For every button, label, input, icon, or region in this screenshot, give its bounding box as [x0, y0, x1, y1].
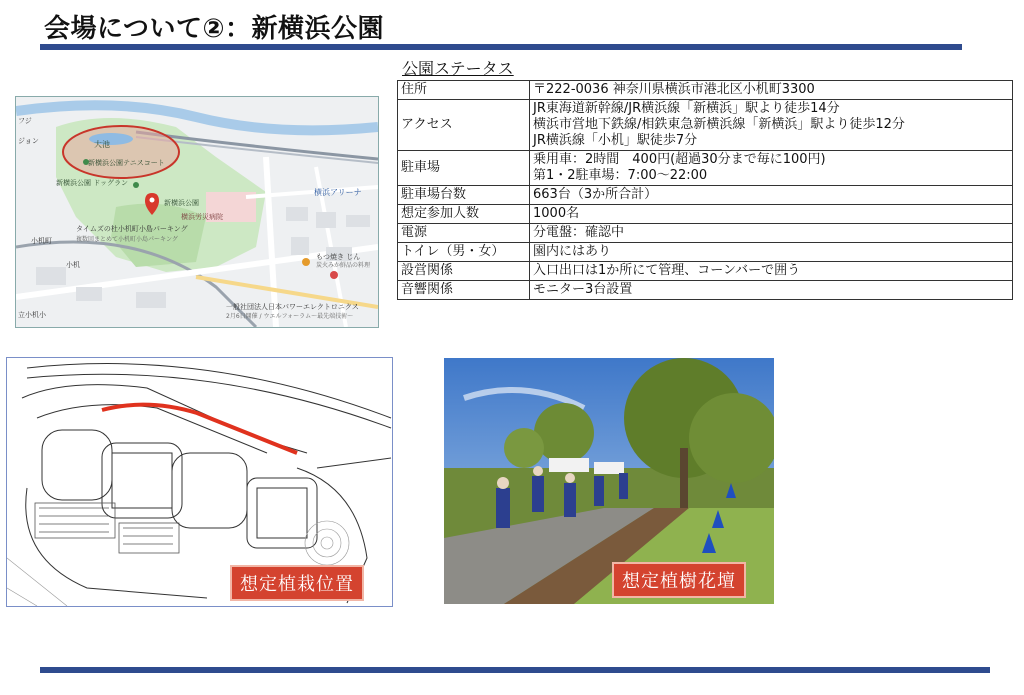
status-row — [398, 243, 1013, 262]
status-value — [530, 151, 1013, 186]
status-value — [530, 186, 1013, 205]
status-value — [530, 100, 1013, 151]
map-label-parking-sub: 複数回まとめて小机町小島パーキング — [76, 236, 178, 243]
status-value-line: 横浜市営地下鉄線/相鉄東急新横浜線「新横浜」駅より徒歩12分 — [533, 117, 905, 132]
status-value-line: 入口出口は1か所にて管理、コーンバーで囲う — [533, 263, 801, 278]
map-label-jion: ジョン — [18, 137, 39, 145]
status-label: 設営関係 — [398, 262, 530, 281]
map-label-electronics-sub: 2月6日開催 / ウエルフォーラム〜最先端技術〜 — [226, 313, 354, 320]
status-label: トイレ（男・女） — [398, 243, 530, 262]
status-row — [398, 186, 1013, 205]
park-status-table — [397, 80, 1013, 300]
status-label: 駐車場 — [398, 151, 530, 186]
title-underline-bar — [40, 44, 962, 50]
location-map — [15, 96, 379, 328]
status-value-line: 第1・2駐車場：7:00～22:00 — [533, 168, 708, 183]
map-label-park: 新横浜公園 — [164, 199, 199, 207]
footer-bar — [40, 667, 990, 673]
map-label-tennis: 新横浜公園テニスコート — [88, 159, 165, 167]
map-label-kozukue-town: 小机町 — [31, 237, 52, 245]
status-value-line: 663台（3か所合計） — [533, 187, 658, 202]
status-value-line: 園内にはあり — [533, 244, 612, 259]
status-row — [398, 205, 1013, 224]
map-label-mochiyaki-sub: 炭火みか鮮品の料理 — [316, 262, 371, 269]
map-label-kozukue-school: 立小机小 — [18, 311, 46, 319]
status-label: アクセス — [398, 100, 530, 151]
status-row — [398, 281, 1013, 300]
status-label: 想定参加人数 — [398, 205, 530, 224]
status-value — [530, 281, 1013, 300]
status-heading: 公園ステータス — [402, 59, 514, 78]
map-label-fuji: フジ — [18, 117, 32, 125]
status-value-line: 乗用車：2時間 400円(超過30分まで毎に100円) — [533, 152, 826, 167]
status-value — [530, 224, 1013, 243]
map-label-pond: 大池 — [94, 140, 110, 149]
map-label-parking: タイムズの杜小机町小島パーキング — [76, 225, 188, 233]
status-value-line: JR横浜線「小机」駅徒歩7分 — [533, 133, 698, 148]
status-value-line: 分電盤：確認中 — [533, 225, 625, 240]
status-value-line: 1000名 — [533, 206, 580, 221]
status-value — [530, 262, 1013, 281]
status-label: 電源 — [398, 224, 530, 243]
flowerbed-label: 想定植樹花壇 — [612, 562, 746, 598]
map-label-hospital: 横浜労災病院 — [181, 213, 223, 221]
map-label-arena: 横浜アリーナ — [314, 188, 362, 197]
planting-position-label: 想定植栽位置 — [230, 565, 364, 601]
status-value — [530, 81, 1013, 100]
map-label-kozukue-station: 小机 — [66, 261, 80, 269]
status-label: 音響関係 — [398, 281, 530, 300]
status-value-line: モニター3台設置 — [533, 282, 633, 297]
status-value — [530, 243, 1013, 262]
status-row — [398, 151, 1013, 186]
status-row — [398, 262, 1013, 281]
status-label: 住所 — [398, 81, 530, 100]
status-row — [398, 224, 1013, 243]
status-label: 駐車場台数 — [398, 186, 530, 205]
status-value-line: JR東海道新幹線/JR横浜線「新横浜」駅より徒歩14分 — [533, 101, 840, 116]
page-title: 会場について②：新横浜公園 — [44, 14, 384, 44]
status-value-line: 〒222-0036 神奈川県横浜市港北区小机町3300 — [533, 82, 815, 97]
map-label-electronics: 一般社団法人日本パワーエレクトロニクス — [226, 303, 359, 311]
status-row — [398, 100, 1013, 151]
status-row — [398, 81, 1013, 100]
status-value — [530, 205, 1013, 224]
map-label-mochiyaki: もつ焼き じん — [316, 253, 361, 261]
map-label-dogrun: 新横浜公園 ドッグラン — [56, 179, 128, 187]
